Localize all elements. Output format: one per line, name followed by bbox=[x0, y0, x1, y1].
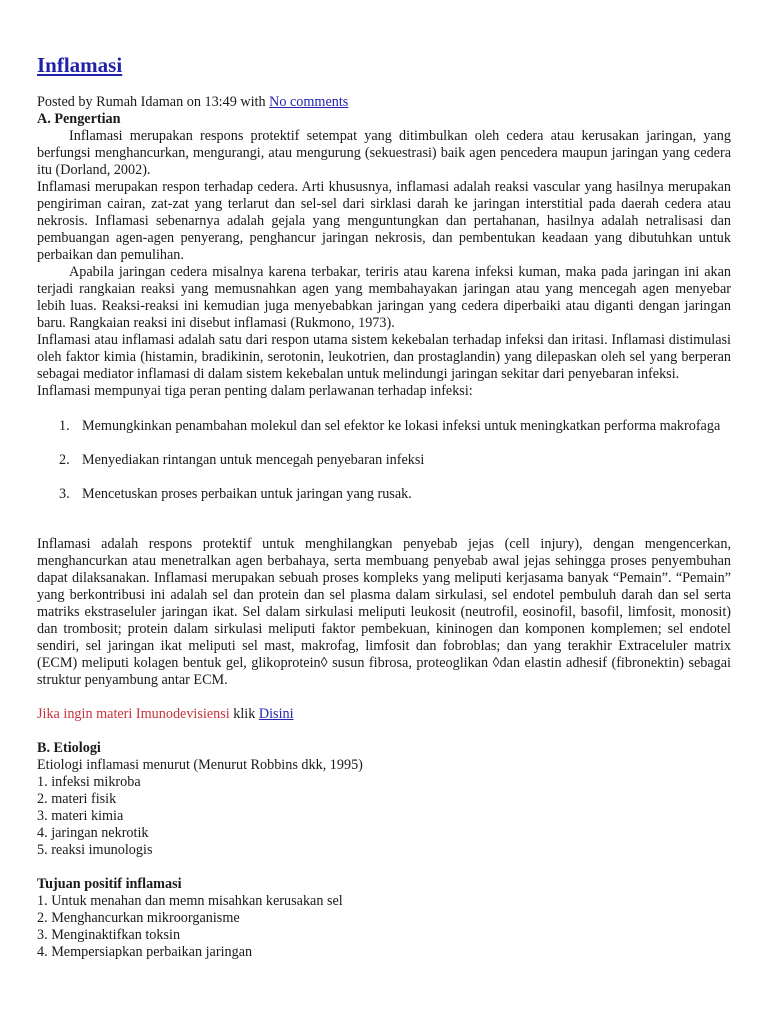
list-item: 1. infeksi mikroba bbox=[37, 774, 141, 790]
post-meta-text: Posted by Rumah Idaman on 13:49 with bbox=[37, 94, 270, 110]
list-item-number: 3. bbox=[59, 486, 70, 502]
list-item: 2. Menghancurkan mikroorganisme bbox=[37, 910, 240, 926]
list-item: 5. reaksi imunologis bbox=[37, 842, 153, 858]
list-item-number: 1. bbox=[59, 418, 70, 434]
list-item: 4. jaringan nekrotik bbox=[37, 825, 149, 841]
paragraph-reaction: Apabila jaringan cedera misalnya karena terbakar, teriris atau karena infeksi kuman, maka pada jaringan ini akan terjadi rangkaian reaksi yang memusnahkan agen yang membahayakan jaringan atau yang mencegah agen menyebar lebih luas. Reaksi-reaksi ini kemudian juga menyebabkan jaringan yang cedera diperbaiki atau diganti dengan jaringan baru. Rangkaian reaksi ini disebut inflamasi (Rukmono, 1973). bbox=[37, 264, 731, 331]
disini-link[interactable]: Disini bbox=[258, 706, 294, 722]
list-item bbox=[59, 486, 731, 503]
paragraph-closing: Inflamasi adalah respons protektif untuk menghilangkan penyebab jejas (cell injury), dengan mengencerkan, menghancurkan atau menetralkan agen berbahaya, serta membuang penyebab awal jejas sehingga proses penyembuhan dapat dilaksanakan. Inflamasi merupakan sebuah proses kompleks yang meliputi kerjasama banyak “Pemain”. “Pemain” yang berkontribusi ini adalah sel dan protein dan sel plasma dalam sirkulasi, sel endotel pembuluh darah dan sel serta matriks ekstraseluler jaringan ikat. Sel dalam sirkulasi meliputi leukosit (neutrofil, eosinofil, basofil, limfosit, monosit) dan trombosit; protein dalam sirkulasi meliputi faktor pembekuan, kininogen dan komponen komplemen; sel endotel sendiri, sel jaringan ikat meliputi sel mast, makrofag, limfosit dan fobroblas; dan yang terakhir Extraceluler matrix (ECM) meliputi kolagen bentuk gel, glikoprotein◊ susun fibrosa, proteoglikan ◊dan elastin adhesif (fibronektin) sebagai struktur penyambung antar ECM. bbox=[37, 536, 731, 688]
comments-link[interactable]: No comments bbox=[269, 94, 349, 110]
paragraph-response: Inflamasi merupakan respon terhadap cedera. Arti khususnya, inflamasi adalah reaksi vascular yang hasilnya merupakan pengiriman cairan, zat-zat yang terlarut dan sel-sel dari sirklasi darah ke jaringan interstitial pada daerah cedera atau nekrosis. Inflamasi sebenarnya adalah gejala yang menguntungkan dan pertahanan, hasilnya adalah netralisasi dan pembuangan agen-agen penyerang, penghancur jaringan nekrosis, dan pembentukan keadaan yang dibutuhkan untuk perbaikan dan pemulihan. bbox=[37, 179, 731, 263]
spacer bbox=[37, 859, 731, 876]
roles-list bbox=[37, 418, 731, 503]
section-heading-pengertian: A. Pengertian bbox=[37, 111, 121, 127]
section-heading-etiologi: B. Etiologi bbox=[37, 740, 101, 756]
section-heading-tujuan: Tujuan positif inflamasi bbox=[37, 876, 182, 892]
list-item: 1. Untuk menahan dan memn misahkan kerusakan sel bbox=[37, 893, 343, 909]
list-item-text: Mencetuskan proses perbaikan untuk jaringan yang rusak. bbox=[82, 486, 412, 502]
paragraph-immune: Inflamasi atau inflamasi adalah satu dari respon utama sistem kekebalan terhadap infeksi dan iritasi. Inflamasi distimulasi oleh faktor kimia (histamin, bradikinin, serotonin, leukotrien, dan prostaglandin) yang dilepaskan oleh sel yang berperan sebagai mediator inflamasi di dalam sistem kekebalan untuk melindungi jaringan sekitar dari penyebaran infeksi. bbox=[37, 332, 731, 382]
list-item: 3. materi kimia bbox=[37, 808, 124, 824]
list-item: 4. Mempersiapkan perbaikan jaringan bbox=[37, 944, 253, 960]
paragraph-roles-intro: Inflamasi mempunyai tiga peran penting dalam perlawanan terhadap infeksi: bbox=[37, 383, 473, 399]
goals-list bbox=[37, 893, 731, 961]
list-item bbox=[59, 418, 731, 435]
list-item bbox=[59, 452, 731, 469]
spacer bbox=[37, 723, 731, 740]
list-item-number: 2. bbox=[59, 452, 70, 468]
post-title bbox=[37, 52, 731, 78]
etiologi-intro: Etiologi inflamasi menurut (Menurut Robbins dkk, 1995) bbox=[37, 757, 363, 773]
etiologi-list bbox=[37, 774, 731, 859]
paragraph-definition: Inflamasi merupakan respons protektif setempat yang ditimbulkan oleh cedera atau kerusakan jaringan, yang berfungsi menghancurkan, mengurangi, atau mengurung (sekuestrasi) baik agen pencedera maupun jaringan yang cedera itu (Dorland, 2002). bbox=[37, 128, 731, 178]
promo-line bbox=[37, 706, 731, 723]
promo-middle-text: klik bbox=[229, 706, 259, 722]
post-title-link[interactable]: Inflamasi bbox=[37, 53, 123, 77]
spacer bbox=[37, 689, 731, 706]
list-item-text: Memungkinkan penambahan molekul dan sel efektor ke lokasi infeksi untuk meningkatkan performa makrofaga bbox=[82, 418, 721, 434]
list-item: 3. Menginaktifkan toksin bbox=[37, 927, 181, 943]
list-item: 2. materi fisik bbox=[37, 791, 117, 807]
promo-red-text: Jika ingin materi Imunodevisiensi bbox=[37, 706, 230, 722]
post-meta bbox=[37, 94, 731, 111]
spacer bbox=[37, 519, 731, 536]
list-item-text: Menyediakan rintangan untuk mencegah penyebaran infeksi bbox=[82, 452, 425, 468]
